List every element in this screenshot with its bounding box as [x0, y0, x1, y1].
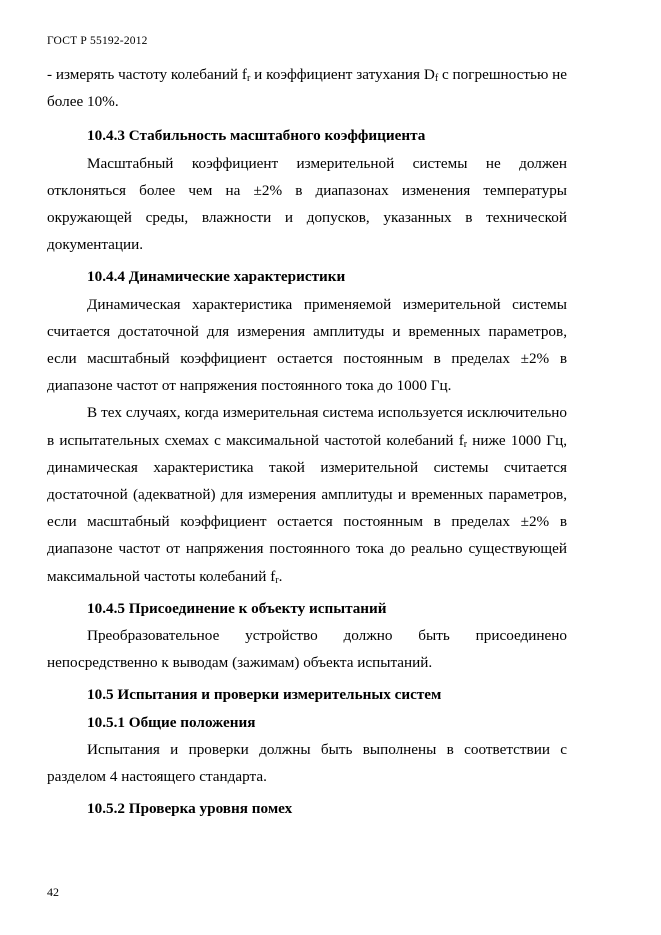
- dynamic-characteristics-paragraph-1: Динамическая характеристика применяемой измерительной системы считается достаточной для измерения амплитуды и временных параметров, если масштабный коэффициент остается постоянным в пределах ±2% в диапазоне частот от напряжения постоянного тока до 1000 Гц.: [47, 295, 567, 395]
- general-provisions-paragraph: Испытания и проверки должны быть выполнены в соответствии с разделом 4 настоящего стандарта.: [47, 740, 567, 786]
- connection-paragraph: Преобразовательное устройство должно быть присоединено непосредственно к выводам (зажимам) объекта испытаний.: [47, 627, 567, 672]
- section-heading-10-5: 10.5 Испытания и проверки измерительных систем: [87, 686, 442, 704]
- section-heading-10-4-3: 10.4.3 Стабильность масштабного коэффициента: [87, 127, 426, 145]
- document-body: [47, 61, 567, 822]
- section-heading-10-4-4: 10.4.4 Динамические характеристики: [87, 268, 346, 286]
- section-heading-10-5-2: 10.5.2 Проверка уровня помех: [87, 800, 293, 818]
- document-header: ГОСТ Р 55192-2012: [47, 35, 148, 47]
- section-heading-10-5-1: 10.5.1 Общие положения: [87, 713, 256, 731]
- page-number: 42: [47, 885, 59, 899]
- section-heading-10-4-5: 10.4.5 Присоединение к объекту испытаний: [87, 599, 387, 617]
- measurement-requirement-paragraph: - измерять частоту колебаний $f_r$ и коэффициент затухания $D_f$ с погрешностью не более 10%.: [47, 66, 567, 111]
- scale-factor-stability-paragraph: Масштабный коэффициент измерительной системы не должен отклоняться более чем на ±2% в диапазонах изменения температуры окружающей среды, влажности и допусков, указанных в технической документации.: [47, 154, 567, 254]
- dynamic-characteristics-paragraph-2: В тех случаях, когда измерительная система используется исключительно в испытательных схемах с максимальной частотой колебаний $f_r$ ниже 1000 Гц, динамическая характеристика такой измерительной системы считается достаточной (адекватной) для измерения амплитуды и временных параметров, если масштабный коэффициент остается постоянным в пределах ±2% в диапазоне частот от напряжения постоянного тока до реально существующей максимальной частоты колебаний $f_r$.: [47, 404, 567, 586]
